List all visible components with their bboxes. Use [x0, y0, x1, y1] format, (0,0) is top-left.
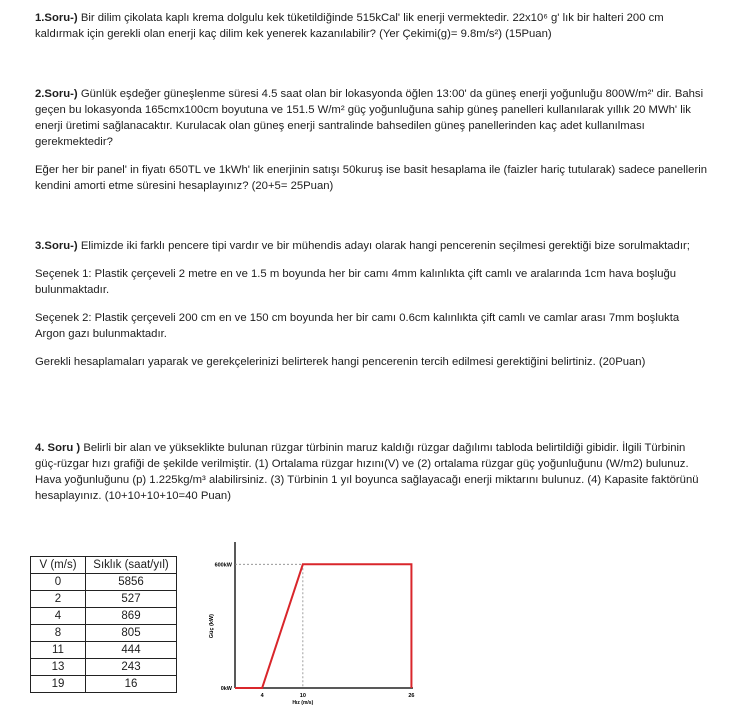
- table-row: [31, 642, 177, 659]
- table-row: [31, 608, 177, 625]
- question-4-text: Belirli bir alan ve yükseklikte bulunan rüzgar türbinin maruz kaldığı rüzgar dağılımı tabloda belirtildiği gibidir. İlgili Türbinin güç-rüzgar hızı grafiği de şekilde verilmiştir. (1) Ortalama rüzgar hızını(V) ve (2) ortalama rüzgar güç yoğunluğunu (W/m2) bulunuz. Hava yoğunluğunu (p) 1.225kg/m³ alabilirsiniz. (3) Türbinin 1 yıl boyunca sağlayacağı enerji miktarını bulunuz. (4) Kapasite faktörünü hesaplayınız. (10+10+10+10=40 Puan): [35, 442, 699, 502]
- power-curve-line: [235, 564, 411, 688]
- y-axis-label: Güç (kW): [209, 614, 215, 639]
- table-row: [31, 574, 177, 591]
- wind-frequency-table: [30, 556, 177, 693]
- table-cell-speed: 0: [31, 574, 86, 591]
- table-cell-frequency: 5856: [86, 574, 177, 591]
- question-2-followup: Eğer her bir panel' in fiyatı 650TL ve 1kWh' lik enerjinin satışı 50kuruş ise basit hesaplama ile (faizler hariç tutularak) sadece panellerin kendini amorti etme süresini hesaplayınız? (20+5= 25Puan): [35, 164, 707, 192]
- question-2-label: 2.Soru-): [35, 88, 78, 100]
- table-cell-speed: 11: [31, 642, 86, 659]
- table-row: [31, 676, 177, 693]
- table-cell-frequency: 243: [86, 659, 177, 676]
- table-cell-frequency: 16: [86, 676, 177, 693]
- x-axis-label: Hız (m/s): [292, 700, 314, 706]
- power-curve-chart: [185, 534, 425, 719]
- question-3-text: Elimizde iki farklı pencere tipi vardır ve bir mühendis adayı olarak hangi pencerenin seçilmesi gerektiği bize sorulmaktadır;: [80, 240, 690, 252]
- x-tick-label-4: 4: [260, 693, 264, 699]
- x-tick-label-26: 26: [408, 693, 415, 699]
- table-cell-speed: 8: [31, 625, 86, 642]
- table-cell-speed: 19: [31, 676, 86, 693]
- table-cell-frequency: 869: [86, 608, 177, 625]
- question-4-label: 4. Soru ): [35, 442, 81, 454]
- table-header-speed: V (m/s): [31, 557, 86, 574]
- table-cell-frequency: 527: [86, 591, 177, 608]
- table-row: [31, 625, 177, 642]
- table-row: [31, 591, 177, 608]
- question-2: [35, 86, 707, 203]
- question-1-text: Bir dilim çikolata kaplı krema dolgulu kek tüketildiğinde 515kCal' lik enerji vermektedir. 22x10⁶ g' lık bir halteri 200 cm kaldırmak için gerekli olan enerji kaç dilim kek yenerek kazanılabilir? (Yer Çekimi(g)= 9.8m/s²) (15Puan): [35, 12, 664, 40]
- table-header-frequency: Sıklık (saat/yıl): [86, 557, 177, 574]
- question-3-option-1: Seçenek 1: Plastik çerçeveli 2 metre en ve 1.5 m boyunda her bir camı 4mm kalınlıkta çift camlı ve aralarında 1cm hava boşluğu bulunmaktadır.: [35, 268, 677, 296]
- table-cell-speed: 2: [31, 591, 86, 608]
- question-2-text: Günlük eşdeğer güneşlenme süresi 4.5 saat olan bir lokasyonda öğlen 13:00' da güneş enerji yoğunluğu 800W/m²' dir. Bahsi geçen bu lokasyonda 165cmx100cm boyutuna ve 151.5 W/m² güç yoğunluğuna sahip güneş panelleri kullanılarak yıllık 20 MWh' lik enerji üretimi sağlanacaktır. Kurulacak olan güneş enerji santralinde bahsedilen güneş panellerinden kaç adet kullanılması gerekmektedir?: [35, 88, 704, 148]
- x-tick-label-10: 10: [299, 693, 306, 699]
- question-3-label: 3.Soru-): [35, 240, 78, 252]
- table-cell-frequency: 805: [86, 625, 177, 642]
- table-cell-speed: 13: [31, 659, 86, 676]
- y-tick-label-0kw: 0kW: [220, 686, 232, 692]
- question-1: [35, 10, 707, 51]
- table-row: [31, 659, 177, 676]
- question-1-label: 1.Soru-): [35, 12, 78, 24]
- question-3-option-2: Seçenek 2: Plastik çerçeveli 200 cm en ve 150 cm boyunda her bir camı 0.6cm kalınlıkta çift camlı ve camlar arası 7mm boşlukta Argon gazı bulunmaktadır.: [35, 312, 680, 340]
- table-cell-frequency: 444: [86, 642, 177, 659]
- y-tick-label-600kw: 600kW: [214, 562, 232, 569]
- question-3-closing: Gerekli hesaplamaları yaparak ve gerekçelerinizi belirterek hangi pencerenin tercih edilmesi gerektiğini belirtiniz. (20Puan): [35, 356, 646, 368]
- table-cell-speed: 4: [31, 608, 86, 625]
- question-4: [35, 440, 707, 513]
- question-3: [35, 238, 707, 379]
- table-header-row: [31, 557, 177, 574]
